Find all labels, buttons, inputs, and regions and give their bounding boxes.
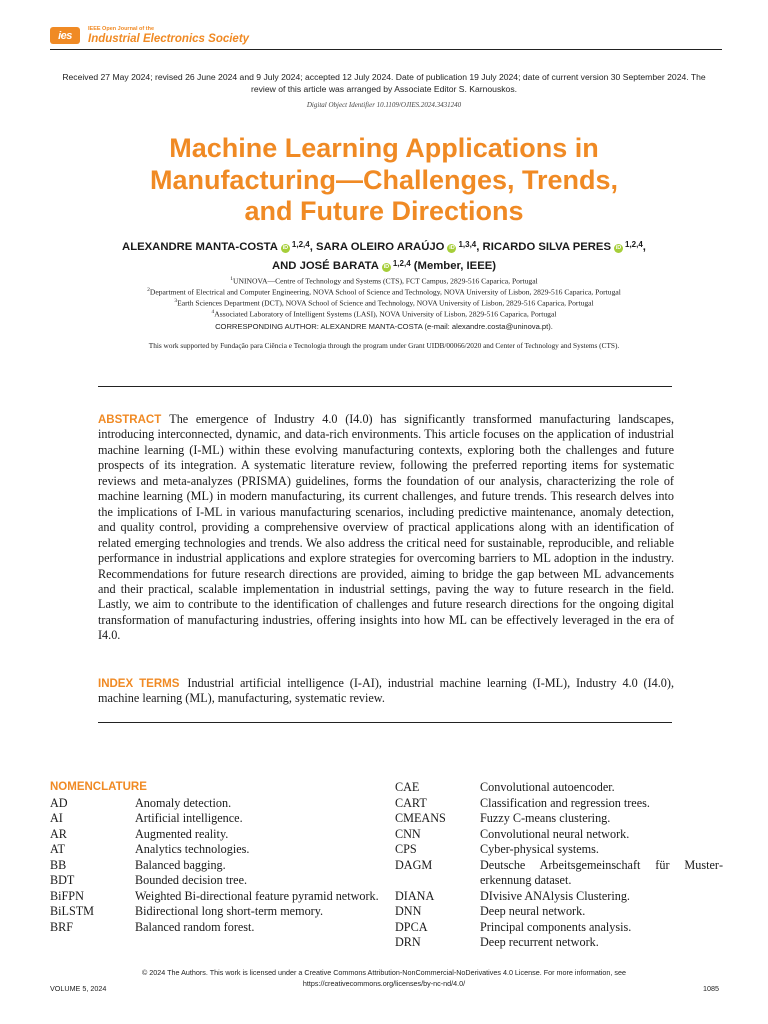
nomenclature-abbr: CART <box>395 795 427 810</box>
nomenclature-abbr: DRN <box>395 935 421 949</box>
nomenclature-abbr: CPS <box>395 842 417 856</box>
affiliation: $^2$Department of Electrical and Computer Engineering, NOVA School of Science and Technology, NOVA University of Lisbon, 2829-516 Caparica, Portugal <box>147 287 621 297</box>
page-number: 1085 <box>703 984 719 993</box>
nomenclature-definition: Classification and regression trees. <box>480 795 650 810</box>
nomenclature-row <box>50 889 380 905</box>
nomenclature-abbr: BB <box>50 857 67 872</box>
nomenclature-row <box>395 920 723 936</box>
nomenclature-definition: Convolutional neural network. <box>480 826 630 841</box>
nomenclature-row <box>50 811 380 827</box>
orcid-icon[interactable]: iD <box>383 264 390 271</box>
nomenclature-abbr: AI <box>50 811 63 825</box>
author-name: RICARDO SILVA PERES <box>482 241 611 253</box>
abstract-label: ABSTRACT <box>98 414 162 426</box>
nomenclature-abbr: DAGM <box>395 857 433 872</box>
nomenclature-row <box>395 935 723 951</box>
nomenclature-row <box>50 873 380 889</box>
nomenclature-row <box>395 780 723 796</box>
received-dates: Received 27 May 2024; revised 26 June 2024 and 9 July 2024; accepted 12 July 2024. Date of publication 19 July 2024; date of current version 30 September 2024. The review of this article was arranged by Associate Editor S. Karnouskos. <box>62 72 706 95</box>
nomenclature-abbr: DPCA <box>395 919 428 934</box>
header-divider <box>50 49 722 50</box>
nomenclature-row <box>395 889 723 905</box>
title-line: Machine Learning Applications in <box>169 133 599 163</box>
nomenclature-row <box>50 796 380 812</box>
author-affil: 1,2,4 <box>392 259 411 269</box>
nomenclature-row <box>395 904 723 920</box>
author-affil: 1,2,4 <box>291 240 310 249</box>
volume-label: VOLUME 5, 2024 <box>50 984 107 993</box>
index-terms-label: INDEX TERMS <box>98 678 180 690</box>
abstract <box>98 412 674 644</box>
nomenclature-abbr: AT <box>50 842 65 856</box>
nomenclature-definition: Weighted Bi-directional feature pyramid network. <box>135 888 379 903</box>
abstract-text: The emergence of Industry 4.0 (I4.0) has significantly transformed manufacturing landscapes, introducing interconnected, dynamic, and data-rich environments. This article focuses on the application of industrial machine learning (I-ML) within these evolving manufacturing contexts, exploring both the challenges and future prospects of its integration. A systematic literature review, following the preferred reporting items for systematic reviews and meta-analyzes (PRISMA) guidelines, forms the foundation of our analysis, characterizing the role of machine learning (ML) in modern manufacturing, its current challenges, and future trends. This research delves into the implications of I-ML in various manufacturing scenarios, including predictive maintenance, anomaly detection, and quality control, providing a comprehensive overview of practical applications along with an identification of related emerging technologies and trends. We also address the critical need for sustainable, reproducible, and reliable performance in industrial applications and explore strategies for overcoming barriers to ML adoption in the industry. Recommendations for future research directions are provided, aiming to bridge the gap between ML advancements and their practical, scalable implementation in industrial settings, paving the way to future research in the field. Lastly, we aim to contribute to the identification of challenges and future research directions for the ongoing digital transformation of manufacturing industries, offering insights into how ML can be effectively leveraged in the era of I4.0. <box>98 412 674 643</box>
author-list: ALEXANDRE MANTA-COSTA iD $^{1,2,4}$, SARA OLEIRO ARAÚJO iD $^{1,3,4}$, RICARDO SILVA PERES iD $^{1,2,4}$, AND JOSÉ BARATA iD $^{1,2,4}$ (Member, IEEE) <box>122 240 646 273</box>
author-affil: 1,3,4 <box>458 240 477 249</box>
nomenclature-heading: NOMENCLATURE <box>50 781 147 793</box>
funding-note: This work supported by Fundação para Ciência e Tecnologia through the program under Grant UIDB/00066/2020 and Center of Technology and Systems (CTS). <box>148 341 620 350</box>
nomenclature-row <box>50 827 380 843</box>
index-terms <box>98 676 674 707</box>
affiliation: $^4$Associated Laboratory of Intelligent Systems (LASI), NOVA University of Lisbon, 2829-516 Caparica, Portugal <box>211 309 557 319</box>
ies-logo-icon: ies <box>50 27 80 44</box>
journal-subtitle: IEEE Open Journal of the <box>88 26 155 32</box>
nomenclature-definition: Bidirectional long short-term memory. <box>135 904 324 918</box>
nomenclature-definition: Balanced bagging. <box>135 857 226 872</box>
nomenclature-definition: Principal components analysis. <box>480 919 632 934</box>
nomenclature-definition: Balanced random forest. <box>135 919 255 934</box>
nomenclature-abbr: BRF <box>50 919 74 934</box>
nomenclature-definition: Convolutional autoencoder. <box>480 780 615 794</box>
nomenclature-abbr: CNN <box>395 826 421 841</box>
nomenclature-abbr: DNN <box>395 904 422 918</box>
orcid-icon[interactable]: iD <box>449 245 455 251</box>
nomenclature-row <box>395 858 723 889</box>
nomenclature-row <box>395 811 723 827</box>
title-line: Manufacturing—Challenges, Trends, <box>149 164 619 195</box>
nomenclature-definition: Artificial intelligence. <box>135 811 243 825</box>
author-membership: (Member, IEEE) <box>413 260 497 273</box>
license-note: © 2024 The Authors. This work is licensed under a Creative Commons Attribution-NonCommercial-NoDerivatives 4.0 License. For more information, see https://creativecommons.org/licenses/by-nc-nd/4.0/ <box>141 968 626 989</box>
doi: Digital Object Identifier 10.1109/OJIES.2024.3431240 <box>306 101 462 109</box>
nomenclature-abbr: BDT <box>50 873 75 887</box>
nomenclature-definition: Cyber-physical systems. <box>480 842 599 856</box>
nomenclature-row <box>395 796 723 812</box>
nomenclature-row <box>50 842 380 858</box>
abstract-bottom-divider <box>98 722 672 723</box>
nomenclature-row <box>50 920 380 936</box>
nomenclature-abbr: BiFPN <box>50 888 84 903</box>
nomenclature-definition: Deep neural network. <box>480 904 586 918</box>
author-name: SARA OLEIRO ARAÚJO <box>315 241 445 253</box>
nomenclature-definition: Anomaly detection. <box>135 795 232 810</box>
author-name: ALEXANDRE MANTA-COSTA <box>122 241 278 253</box>
author-name: AND JOSÉ BARATA <box>271 260 379 273</box>
nomenclature-abbr: AD <box>50 795 68 810</box>
nomenclature-row <box>50 858 380 874</box>
affiliation: $^1$UNINOVA—Centre of Technology and Systems (CTS), FCT Campus, 2829-516 Caparica, Portugal <box>230 276 538 286</box>
author-affil: 1,2,4 <box>625 240 643 249</box>
nomenclature-definition: DIvisive ANAlysis Clustering. <box>480 888 630 903</box>
nomenclature-definition: Fuzzy C-means clustering. <box>480 811 611 825</box>
nomenclature-definition: Deep recurrent network. <box>480 935 599 949</box>
journal-name: Industrial Electronics Society <box>88 33 250 45</box>
nomenclature-abbr: CMEANS <box>395 811 446 825</box>
nomenclature-definition: Bounded decision tree. <box>135 873 248 887</box>
affiliation: $^3$Earth Sciences Department (DCT), NOVA School of Science and Technology, NOVA University of Lisbon, 2829-516 Caparica, Portugal <box>174 298 594 308</box>
title-line: and Future Directions <box>244 196 524 227</box>
nomenclature-left-column <box>50 780 380 935</box>
abstract-top-divider <box>98 386 672 387</box>
nomenclature-row <box>395 842 723 858</box>
orcid-icon[interactable]: iD <box>282 245 289 251</box>
paper-title <box>60 133 708 228</box>
orcid-icon[interactable]: iD <box>615 245 622 251</box>
nomenclature-abbr: AR <box>50 826 67 841</box>
nomenclature-definition: Deutsche Arbeitsgemeinschaft für Mustererkennung dataset. <box>480 857 723 887</box>
nomenclature-row <box>50 904 380 920</box>
journal-logo <box>50 26 249 45</box>
nomenclature-abbr: CAE <box>395 780 420 794</box>
index-terms-text: Industrial artificial intelligence (I-AI), industrial machine learning (I-ML), Industry 4.0 (I4.0), machine learning (ML), manufacturing, systematic review. <box>98 676 674 706</box>
nomenclature-definition: Analytics technologies. <box>135 842 250 856</box>
nomenclature-abbr: BiLSTM <box>50 904 95 918</box>
nomenclature-row <box>395 827 723 843</box>
nomenclature-right-column <box>395 780 723 951</box>
corresponding-author: CORRESPONDING AUTHOR: ALEXANDRE MANTA-COSTA (e-mail: alexandre.costa@uninova.pt). <box>215 322 553 331</box>
affiliations <box>60 276 708 320</box>
nomenclature-abbr: DIANA <box>395 888 435 903</box>
nomenclature-definition: Augmented reality. <box>135 826 229 841</box>
